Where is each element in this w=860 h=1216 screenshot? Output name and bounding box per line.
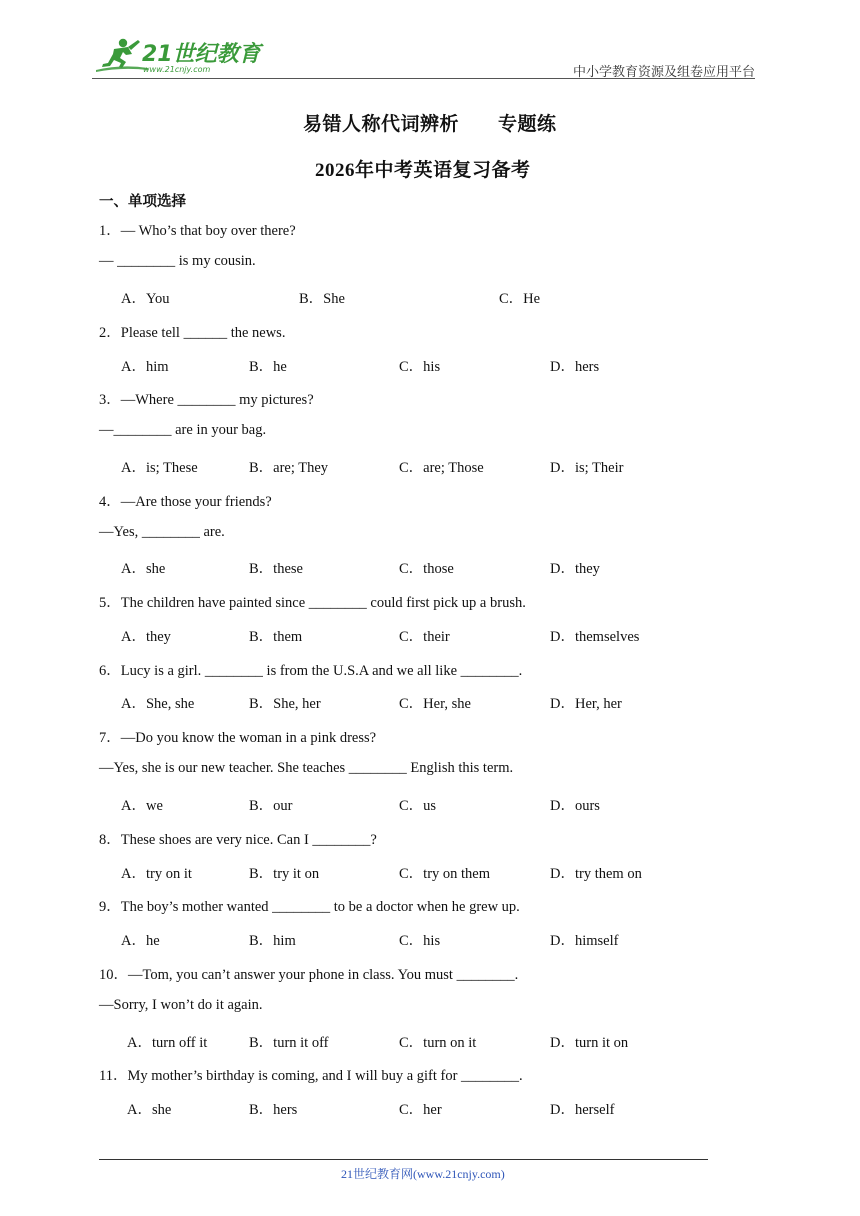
question-9-stem: 9．The boy’s mother wanted ________ to be a doctor when he grew up. (99, 899, 520, 915)
question-10-option-b[interactable]: B．turn it off (249, 1035, 329, 1051)
question-6-stem: 6．Lucy is a girl. ________ is from the U.S.A and we all like ________. (99, 663, 523, 679)
question-4-option-d[interactable]: D．they (550, 561, 600, 577)
question-5-stem: 5．The children have painted since ________ could first pick up a brush. (99, 595, 526, 611)
question-8-stem: 8．These shoes are very nice. Can I ________? (99, 832, 377, 848)
question-7-stem-2: —Yes, she is our new teacher. She teaches ________ English this term. (99, 760, 514, 776)
question-4-option-b[interactable]: B．these (249, 561, 303, 577)
question-4-stem-2: —Yes, ________ are. (99, 524, 225, 540)
question-5-option-d[interactable]: D．themselves (550, 629, 640, 645)
question-6-option-b[interactable]: B．She, her (249, 696, 321, 712)
header-divider (92, 78, 755, 79)
question-3-stem-2: —________ are in your bag. (99, 422, 267, 438)
question-4-option-c[interactable]: C．those (399, 561, 454, 577)
question-1-option-a[interactable]: A．You (121, 291, 170, 307)
page-subtitle: 2026年中考英语复习备考 (315, 160, 531, 181)
question-11-stem: 11．My mother’s birthday is coming, and I will buy a gift for ________. (99, 1068, 523, 1084)
question-8-option-d[interactable]: D．try them on (550, 866, 642, 882)
question-10-option-c[interactable]: C．turn on it (399, 1035, 477, 1051)
question-1-option-c[interactable]: C．He (499, 291, 541, 307)
question-3-stem: 3．—Where ________ my pictures? (99, 392, 314, 408)
header-platform-text: 中小学教育资源及组卷应用平台 (573, 64, 756, 79)
question-2-option-b[interactable]: B．he (249, 359, 287, 375)
footer-divider (99, 1159, 708, 1160)
question-7-stem: 7．—Do you know the woman in a pink dress? (99, 730, 377, 746)
question-3-option-c[interactable]: C．are; Those (399, 460, 484, 476)
question-3-option-a[interactable]: A．is; These (121, 460, 198, 476)
question-3-option-b[interactable]: B．are; They (249, 460, 329, 476)
question-11-option-c[interactable]: C．her (399, 1102, 442, 1118)
question-9-option-a[interactable]: A．he (121, 933, 160, 949)
question-11-option-d[interactable]: D．herself (550, 1102, 615, 1118)
question-5-option-c[interactable]: C．their (399, 629, 450, 645)
footer-link[interactable]: 21世纪教育网(www.21cnjy.com) (341, 1167, 505, 1181)
page-title-tag: 专题练 (498, 114, 557, 135)
question-2-option-a[interactable]: A．him (121, 359, 169, 375)
question-10-stem-2: —Sorry, I won’t do it again. (99, 997, 263, 1013)
question-10-option-a[interactable]: A．turn off it (127, 1035, 208, 1051)
question-9-option-b[interactable]: B．him (249, 933, 296, 949)
question-7-option-c[interactable]: C．us (399, 798, 437, 814)
question-8-option-a[interactable]: A．try on it (121, 866, 192, 882)
question-1-stem-2: — ________ is my cousin. (99, 253, 256, 269)
question-8-option-b[interactable]: B．try it on (249, 866, 320, 882)
question-7-option-b[interactable]: B．our (249, 798, 293, 814)
question-10-option-d[interactable]: D．turn it on (550, 1035, 629, 1051)
question-5-option-b[interactable]: B．them (249, 629, 303, 645)
question-6-option-d[interactable]: D．Her, her (550, 696, 622, 712)
question-10-stem: 10．—Tom, you can’t answer your phone in class. You must ________. (99, 967, 519, 983)
section-heading: 一、单项选择 (99, 194, 186, 210)
question-4-option-a[interactable]: A．she (121, 561, 166, 577)
svg-text:21世纪教育: 21世纪教育 (142, 42, 261, 67)
question-9-option-c[interactable]: C．his (399, 933, 441, 949)
question-11-option-a[interactable]: A．she (127, 1102, 172, 1118)
question-8-option-c[interactable]: C．try on them (399, 866, 491, 882)
site-logo (92, 34, 267, 78)
runner-icon (96, 39, 148, 72)
question-11-option-b[interactable]: B．hers (249, 1102, 298, 1118)
question-7-option-a[interactable]: A．we (121, 798, 163, 814)
question-9-option-d[interactable]: D．himself (550, 933, 619, 949)
question-5-option-a[interactable]: A．they (121, 629, 171, 645)
question-2-option-d[interactable]: D．hers (550, 359, 600, 375)
question-7-option-d[interactable]: D．ours (550, 798, 600, 814)
question-1-stem: 1．— Who’s that boy over there? (99, 223, 296, 239)
question-4-stem: 4．—Are those your friends? (99, 494, 272, 510)
question-6-option-c[interactable]: C．Her, she (399, 696, 471, 712)
svg-text:www.21cnjy.com: www.21cnjy.com (143, 65, 211, 74)
question-2-option-c[interactable]: C．his (399, 359, 441, 375)
question-2-stem: 2．Please tell ______ the news. (99, 325, 286, 341)
question-6-option-a[interactable]: A．She, she (121, 696, 195, 712)
page-title: 易错人称代词辨析 (303, 114, 460, 135)
question-1-option-b[interactable]: B．She (299, 291, 345, 307)
question-3-option-d[interactable]: D．is; Their (550, 460, 624, 476)
